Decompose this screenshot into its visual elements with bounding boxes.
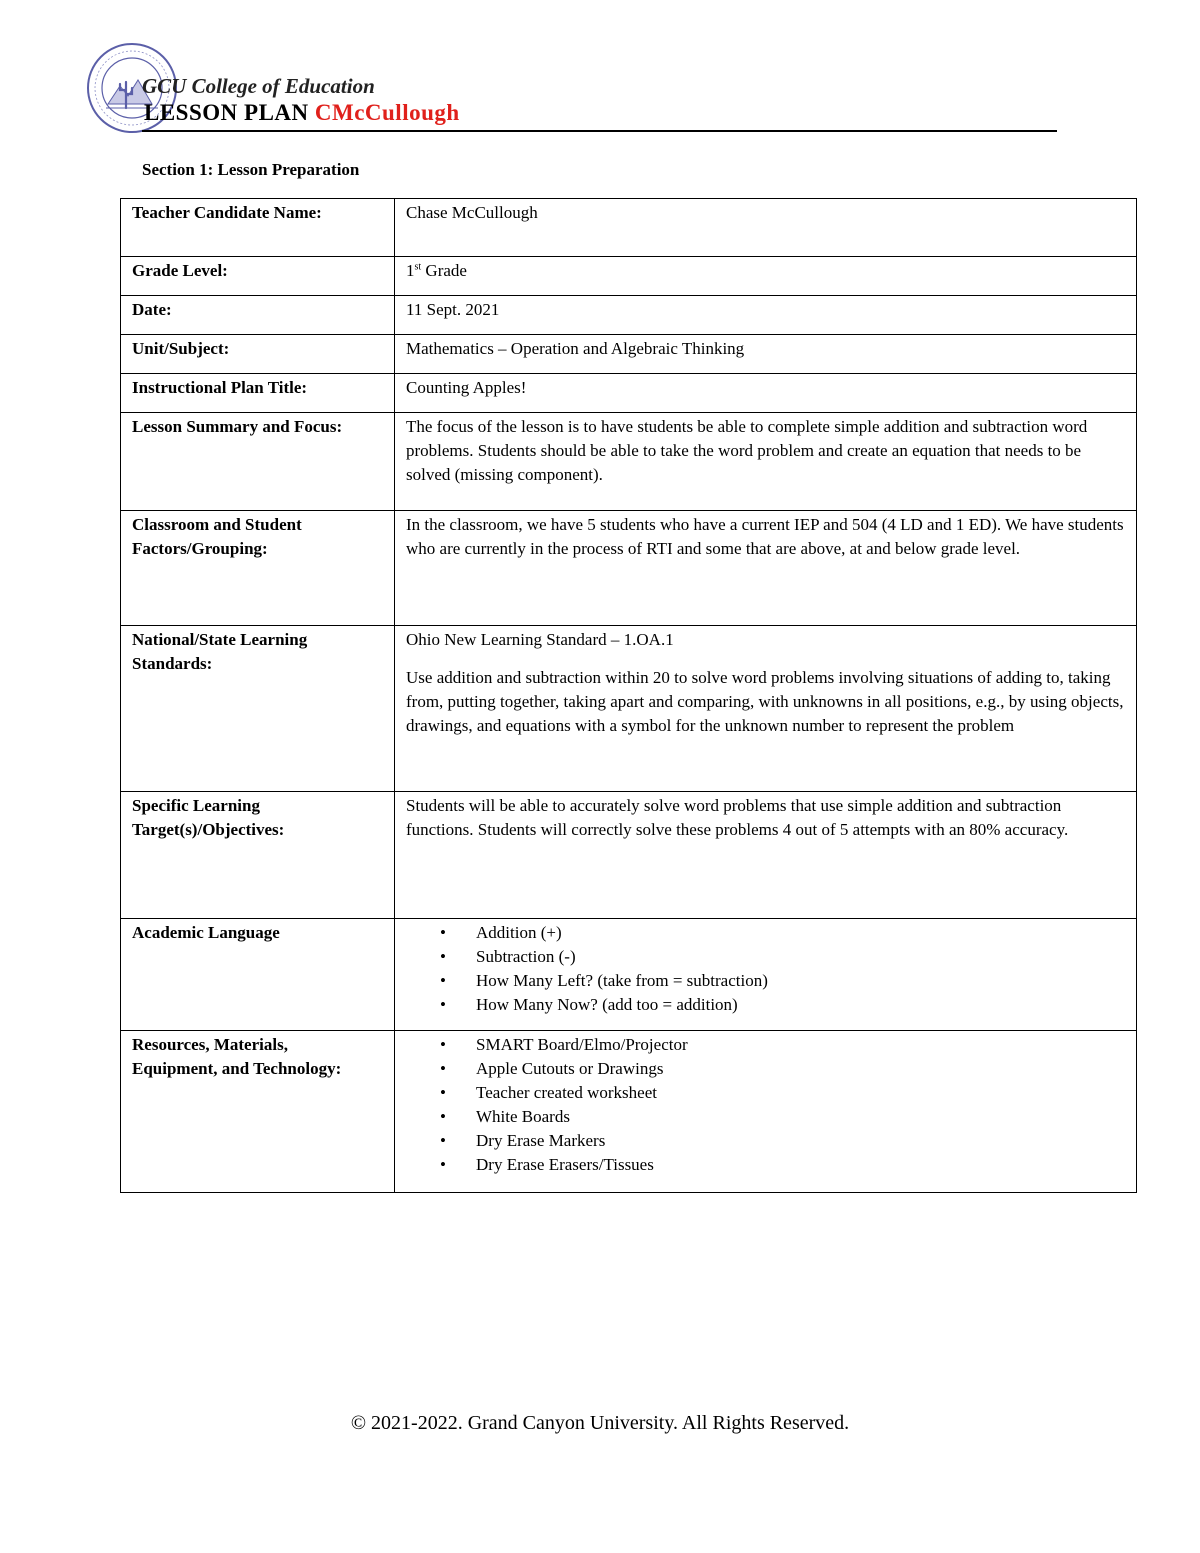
label-line: National/State Learning (132, 630, 308, 649)
row-value (395, 257, 1137, 296)
standard-code: Ohio New Learning Standard – 1.OA.1 (406, 630, 674, 649)
row-value: Mathematics – Operation and Algebraic Thinking (395, 335, 1137, 374)
row-label (121, 511, 395, 626)
standard-text: Use addition and subtraction within 20 to solve word problems involving situations of adding to, taking from, putting together, taking apart and comparing, with unknowns in all positions, e.g., by using objects, drawings, and equations with a symbol for the unknown number to represent the problem (406, 668, 1124, 735)
row-value: Chase McCullough (395, 199, 1137, 257)
label-line: Classroom and Student (132, 515, 302, 534)
row-label: Academic Language (121, 919, 395, 1031)
table-row (121, 792, 1137, 919)
label-line: Specific Learning (132, 796, 260, 815)
row-label: Lesson Summary and Focus: (121, 413, 395, 511)
row-label (121, 792, 395, 919)
lesson-preparation-table (120, 198, 1137, 1193)
academic-language-list (406, 921, 1126, 1017)
row-label: Unit/Subject: (121, 335, 395, 374)
row-label: Teacher Candidate Name: (121, 199, 395, 257)
table-row (121, 413, 1137, 511)
table-row (121, 1031, 1137, 1193)
row-label (121, 626, 395, 792)
table-row (121, 511, 1137, 626)
label-line: Standards: (132, 654, 213, 673)
lesson-plan-title (144, 100, 460, 126)
grade-word: Grade (421, 261, 467, 280)
row-value (395, 919, 1137, 1031)
table-row (121, 374, 1137, 413)
row-label: Date: (121, 296, 395, 335)
list-item: • Teacher created worksheet (406, 1081, 1126, 1105)
row-label: Instructional Plan Title: (121, 374, 395, 413)
list-item: • Subtraction (-) (406, 945, 1126, 969)
list-item: • White Boards (406, 1105, 1126, 1129)
list-item: • SMART Board/Elmo/Projector (406, 1033, 1126, 1057)
list-item: • Apple Cutouts or Drawings (406, 1057, 1126, 1081)
row-value: Students will be able to accurately solve word problems that use simple addition and subtraction functions. Students will correctly solve these problems 4 out of 5 attempts with an 80% accuracy. (395, 792, 1137, 919)
table-row (121, 257, 1137, 296)
row-value (395, 626, 1137, 792)
copyright-footer: © 2021-2022. Grand Canyon University. All Rights Reserved. (350, 1412, 850, 1434)
candidate-initials-name: CMcCullough (314, 100, 460, 125)
table-row (121, 919, 1137, 1031)
table-row (121, 199, 1137, 257)
list-item: • Dry Erase Markers (406, 1129, 1126, 1153)
college-name: GCU College of Education (142, 74, 375, 98)
row-value: 11 Sept. 2021 (395, 296, 1137, 335)
list-item: • Addition (+) (406, 921, 1126, 945)
table-row (121, 626, 1137, 792)
section-title: Section 1: Lesson Preparation (142, 160, 360, 179)
grade-suffix: st (414, 261, 422, 273)
list-item: • Dry Erase Erasers/Tissues (406, 1153, 1126, 1177)
row-label: Grade Level: (121, 257, 395, 296)
row-value: In the classroom, we have 5 students who have a current IEP and 504 (4 LD and 1 ED). We have students who are currently in the process of RTI and some that are above, at and below grade level. (395, 511, 1137, 626)
label-line: Resources, Materials, (132, 1035, 288, 1054)
table-row (121, 296, 1137, 335)
lesson-plan-label: LESSON PLAN (144, 100, 309, 125)
list-item: • How Many Left? (take from = subtraction) (406, 969, 1126, 993)
header-divider (142, 130, 1057, 132)
row-value: Counting Apples! (395, 374, 1137, 413)
list-item: • How Many Now? (add too = addition) (406, 993, 1126, 1017)
row-value (395, 1031, 1137, 1193)
grade-number: 1 (406, 261, 415, 280)
label-line: Equipment, and Technology: (132, 1059, 342, 1078)
label-line: Target(s)/Objectives: (132, 820, 285, 839)
table-row (121, 335, 1137, 374)
label-line: Factors/Grouping: (132, 539, 268, 558)
resources-list (406, 1033, 1126, 1177)
row-label (121, 1031, 395, 1193)
row-value: The focus of the lesson is to have students be able to complete simple addition and subtraction word problems. Students should be able to take the word problem and create an equation that needs to be solved (missing component). (395, 413, 1137, 511)
